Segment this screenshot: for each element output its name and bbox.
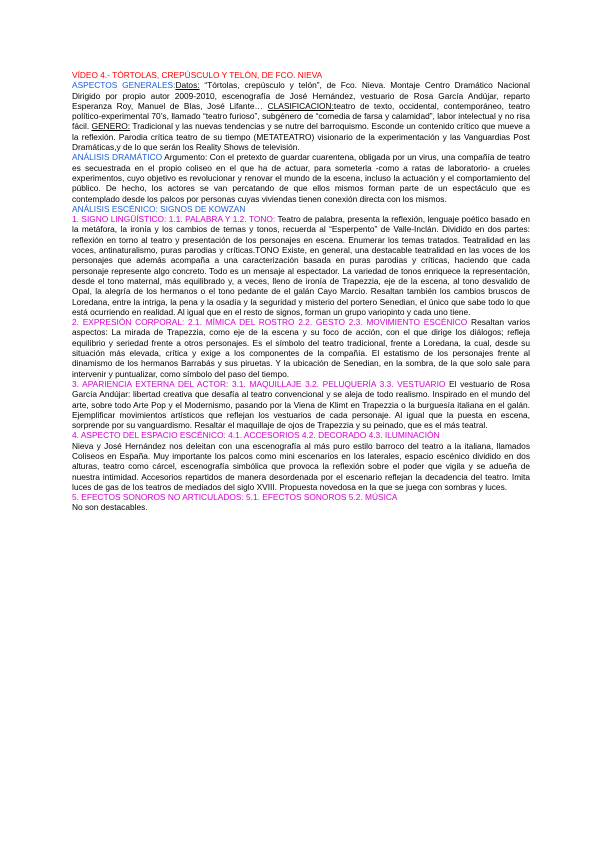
section-1-paragraph — [72, 214, 530, 317]
genero-label: GENERO: — [91, 121, 131, 132]
document-title: VÍDEO 4.- TÓRTOLAS, CREPÚSCULO Y TELÓN, DE FCO. NIEVA — [72, 70, 323, 80]
section-2-heading: 2. EXPRESIÓN CORPORAL: 2.1. MÍMICA DEL ROSTRO 2.2. GESTO 2.3. MOVIMIENTO ESCÉNICO — [72, 317, 468, 328]
analisis-dramatico-heading: ANÁLISIS DRAMÁTICO — [72, 152, 163, 163]
section-1-heading: 1. SIGNO LINGÜÍSTICO: 1.1. PALABRA Y 1.2. TONO: — [72, 214, 276, 225]
section-4-text: Nieva y José Hernández nos deleitan con una escenografía al más puro estilo barroco del teatro a la italiana, llamados Coliseos en España. Muy importante los palcos como mini escenarios en los laterales, espacio escénico dividido en dos alturas, teatro como cárcel, escenografía simbólica que provoca la reflexión sobre el poder que vigila y se adueña de nuestra intimidad. Accesorios repartidos de manera desordenada por el escenario reflejan la decadencia del teatro. Imita luces de gas de los teatros de mediados del siglo XVIII. Propuesta novedosa en la que se juega con sombras y luces. — [72, 440, 530, 492]
aspectos-generales-heading: ASPECTOS GENERALES: — [72, 80, 176, 91]
section-2-text: Resaltan varios aspectos: La mirada de Trapezzia, como eje de la escena y su foco de acción, con el que dirige los diálogos; refleja equilibrio y seriedad frente a otros personajes. Es el símbolo del teatro tradicional, frente a Loredana, la cual, desde su situación más elevada, crítica y exige a los componentes de la compañía. El estatismo de los personajes frente al dinamismo de los hermanos Barrabás y sus piruetas. Y la ubicación de Senedian, en la sombra, de la que solo sale para intervenir y puntualizar, como símbolo del paso del tiempo. — [72, 317, 530, 379]
analisis-escenico-heading: ANÁLISIS ESCÉNICO: SIGNOS DE KOWZAN — [72, 203, 246, 214]
section-3-heading: 3. APARIENCIA EXTERNA DEL ACTOR: 3.1. MAQUILLAJE 3.2. PELUQUERÍA 3.3. VESTUARIO — [72, 378, 446, 389]
section-3-text: El vestuario de Rosa García Andújar: libertad creativa que desafía al teatro convencional y se aleja de todo realismo. Inspirado en el mundo del arte, sobre todo Arte Pop y el Modernismo, pasando por la Viena de Klimt en Trapezzia o la burguesía italiana en el galán. Ejemplificar movimientos artísticos que reflejan los vestuarios de cada personaje. Al igual que la puesta en escena, sorprende por su vanguardismo. Resaltar el maquillaje de ojos de Trapezzia y su peinado, que es el más teatral. — [72, 378, 530, 431]
analisis-dramatico-text: Argumento: Con el pretexto de guardar cuarentena, obligada por un virus, una compañía de teatro es secuestrada en el propio coliseo en el que ha de actuar, para someterla -como a ratas de laboratorio- a crueles experimentos, cuyo objetivo es revolucionar y renovar el mundo de la escena, incluso la actuación y el comportamiento del público. De hecho, los actores se van percatando de que ellos mismos forman parte de un espectáculo que es contemplado desde los palcos por personas cuyas viviendas tienen conexión directa con los mismos. — [72, 152, 530, 204]
clasificacion-text: teatro de texto, occidental, contemporáneo, teatro político-experimental 70’s, llamado “teatro furioso”, subgénero de “comedia de farsa y calamidad”, labor intelectual y no risa fácil. — [72, 100, 530, 132]
genero-text: Tradicional y las nuevas tendencias y se nutre del barroquismo. Esconde un contenido crítico que mueve a la reflexión. Parodia crítica teatro de su tiempo (METATEATRO) visionario de la experimentación y las Vanguardias Post Dramáticas,y de lo que serán los Reality Shows de televisión. — [72, 121, 530, 153]
datos-text: “Tórtolas, crepúsculo y telón”, de Fco. Nieva. Montaje Centro Dramático Nacional Dirigido por propio autor 2009-2010, escenografía de José Hernández, vestuario de Rosa García Andújar, reparto Esperanza Roy, Manuel de Blas, José Lifante… — [72, 80, 530, 111]
datos-label: Datos: — [175, 80, 200, 91]
section-1-text: Teatro de palabra, presenta la reflexión, lenguaje poético basado en la metáfora, la ironía y los cambios de temas y tonos, recuerda al “Esperpento” de Valle-Inclán. Dividido en dos partes: reflexión en torno al teatro y presentación de los personajes en escena. Enumerar los temas tratados. Teatralidad en las voces, antinaturalismo, puras parodias y críticas.TONO Existe, en general, una destacable teatralidad en las voces de los personajes que además acompaña a una caracterización basada en puras parodias y críticas, haciendo que cada personaje represente algo concreto. Todo es un mensaje al espectador. La variedad de tonos enriquece la representación, desde el tono maternal, más equilibrado y, a veces, lleno de ironía de Trapezzia, eje de la escena, al tono desvalido de Opal, la alegría de los hermanos o el tono pedante de el galán Cayo Marcio. Resaltan también los cambios bruscos de Loredana, entre la intriga, la pena y la osadía y la seguridad y misterio del portero Senedian, el único que sabe todo lo que está ocurriendo en realidad. Al igual que en el resto de signos, forman un grupo variopinto y cada uno tiene. — [72, 214, 530, 317]
section-5-text: No son destacables. — [72, 502, 148, 513]
section-5-heading: 5. EFECTOS SONOROS NO ARTICULADOS: 5.1. EFECTOS SONOROS 5.2. MÚSICA — [72, 492, 398, 503]
analisis-dramatico-paragraph — [72, 152, 530, 203]
section-2-paragraph — [72, 317, 530, 379]
aspectos-generales-paragraph — [72, 80, 530, 152]
section-4-heading: 4. ASPECTO DEL ESPACIO ESCÉNICO: 4.1. ACCESORIOS 4.2. DECORADO 4.3. ILUMINACIÓN — [72, 430, 440, 441]
clasificacion-label: CLASIFICACION: — [267, 100, 334, 111]
section-3-paragraph — [72, 379, 530, 430]
document-body — [72, 70, 530, 513]
